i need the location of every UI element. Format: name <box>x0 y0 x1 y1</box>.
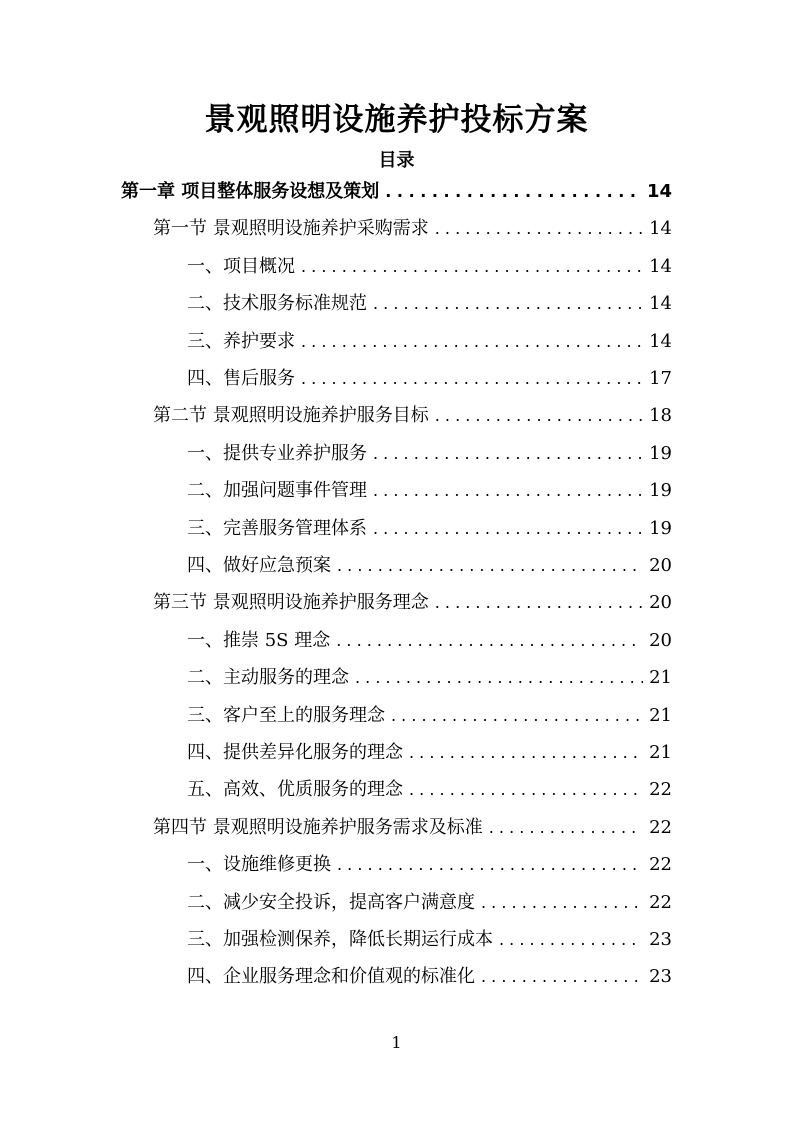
toc-section-entry[interactable] <box>153 403 672 429</box>
toc-entry-page-number: 19 <box>649 480 672 502</box>
toc-subsection-entry[interactable] <box>187 254 672 280</box>
toc-entry-label: 第四节 景观照明设施养护服务需求及标准 <box>153 816 483 838</box>
toc-entry-page-number: 22 <box>649 779 672 801</box>
toc-entry-label: 二、主动服务的理念 <box>187 667 349 689</box>
toc-entry-label: 二、技术服务标准规范 <box>187 293 367 315</box>
toc-subsection-entry[interactable] <box>187 740 672 766</box>
toc-subsection-entry[interactable] <box>187 291 672 317</box>
toc-entry-page-number: 23 <box>649 966 672 988</box>
toc-entry-label: 四、做好应急预案 <box>187 555 331 576</box>
toc-dot-leader <box>373 478 643 504</box>
toc-entry-page-number: 14 <box>649 330 672 352</box>
toc-dot-leader <box>435 216 643 242</box>
toc-entry-page-number: 18 <box>649 405 672 427</box>
toc-entry-label: 第三节 景观照明设施养护服务理念 <box>153 592 429 614</box>
toc-entry-page-number: 21 <box>649 742 672 763</box>
toc-entry-page-number: 14 <box>649 218 672 240</box>
toc-dot-leader <box>301 329 643 355</box>
toc-entry-label: 四、企业服务理念和价值观的标准化 <box>187 966 475 988</box>
toc-entry-page-number: 21 <box>649 667 672 689</box>
toc-entry-label: 三、养护要求 <box>187 330 295 352</box>
toc-dot-leader <box>391 703 643 729</box>
toc-dot-leader <box>373 441 643 467</box>
toc-subsection-entry[interactable] <box>187 628 672 654</box>
toc-dot-leader <box>373 516 643 542</box>
toc-entry-page-number: 20 <box>649 629 672 651</box>
toc-entry-label: 四、售后服务 <box>187 368 295 389</box>
toc-dot-leader <box>435 590 643 616</box>
page-number: 1 <box>391 1033 402 1052</box>
toc-entry-page-number: 19 <box>649 442 672 464</box>
toc-entry-page-number: 14 <box>649 293 672 315</box>
toc-section-entry[interactable] <box>153 590 672 616</box>
toc-entry-label: 三、加强检测保养，降低长期运行成本 <box>187 929 493 950</box>
toc-dot-leader <box>385 179 641 205</box>
toc-dot-leader <box>409 740 643 766</box>
toc-entry-label: 第一章 项目整体服务设想及策划 <box>121 181 380 202</box>
toc-entry-page-number: 21 <box>649 704 672 726</box>
toc-entry-page-number: 22 <box>649 891 672 913</box>
toc-subsection-entry[interactable] <box>187 478 672 504</box>
toc-entry-label: 一、提供专业养护服务 <box>187 442 367 464</box>
toc-dot-leader <box>499 927 643 953</box>
toc-subsection-entry[interactable] <box>187 777 672 803</box>
toc-entry-label: 五、高效、优质服务的理念 <box>187 779 403 801</box>
toc-entry-label: 第一节 景观照明设施养护采购需求 <box>153 218 429 240</box>
toc-subsection-entry[interactable] <box>187 927 672 953</box>
toc-subsection-entry[interactable] <box>187 329 672 355</box>
toc-entry-page-number: 20 <box>649 592 672 614</box>
toc-subsection-entry[interactable] <box>187 366 672 392</box>
toc-dot-leader <box>481 964 643 990</box>
toc-entry-page-number: 14 <box>646 181 672 202</box>
toc-section-entry[interactable] <box>153 216 672 242</box>
toc-subsection-entry[interactable] <box>187 665 672 691</box>
toc-entry-label: 一、设施维修更换 <box>187 854 331 876</box>
toc-subsection-entry[interactable] <box>187 852 672 878</box>
toc-entry-page-number: 14 <box>649 255 672 277</box>
toc-dot-leader <box>301 254 643 280</box>
toc-entry-label: 三、客户至上的服务理念 <box>187 704 385 726</box>
toc-entry-page-number: 23 <box>649 929 672 950</box>
toc-subsection-entry[interactable] <box>187 441 672 467</box>
toc-heading: 目录 <box>378 150 415 171</box>
toc-dot-leader <box>336 628 643 654</box>
toc-dot-leader <box>435 403 643 429</box>
toc-entry-page-number: 22 <box>649 816 672 838</box>
toc-entry-page-number: 19 <box>649 517 672 539</box>
toc-dot-leader <box>489 815 643 841</box>
toc-entry-label: 一、项目概况 <box>187 255 295 277</box>
toc-entry-label: 三、完善服务管理体系 <box>187 517 367 539</box>
toc-subsection-entry[interactable] <box>187 964 672 990</box>
toc-dot-leader <box>409 777 643 803</box>
toc-subsection-entry[interactable] <box>187 703 672 729</box>
toc-dot-leader <box>355 665 643 691</box>
toc-subsection-entry[interactable] <box>187 890 672 916</box>
toc-entry-label: 四、提供差异化服务的理念 <box>187 742 403 763</box>
toc-entry-label: 二、加强问题事件管理 <box>187 480 367 502</box>
toc-dot-leader <box>337 852 643 878</box>
toc-entry-page-number: 20 <box>649 555 672 576</box>
toc-dot-leader <box>373 291 643 317</box>
toc-subsection-entry[interactable] <box>187 516 672 542</box>
toc-subsection-entry[interactable] <box>187 553 672 579</box>
document-title: 景观照明设施养护投标方案 <box>204 102 589 138</box>
toc-entry-label: 一、推崇 5S 理念 <box>187 629 331 651</box>
toc-chapter-entry[interactable] <box>121 179 672 205</box>
toc-dot-leader <box>337 553 643 579</box>
toc-entry-page-number: 22 <box>649 854 672 876</box>
toc-entry-page-number: 17 <box>649 368 672 389</box>
toc-dot-leader <box>301 366 643 392</box>
toc-entry-label: 二、减少安全投诉，提高客户满意度 <box>187 891 475 913</box>
toc-dot-leader <box>481 890 643 916</box>
toc-section-entry[interactable] <box>153 815 672 841</box>
toc-entry-label: 第二节 景观照明设施养护服务目标 <box>153 405 429 427</box>
